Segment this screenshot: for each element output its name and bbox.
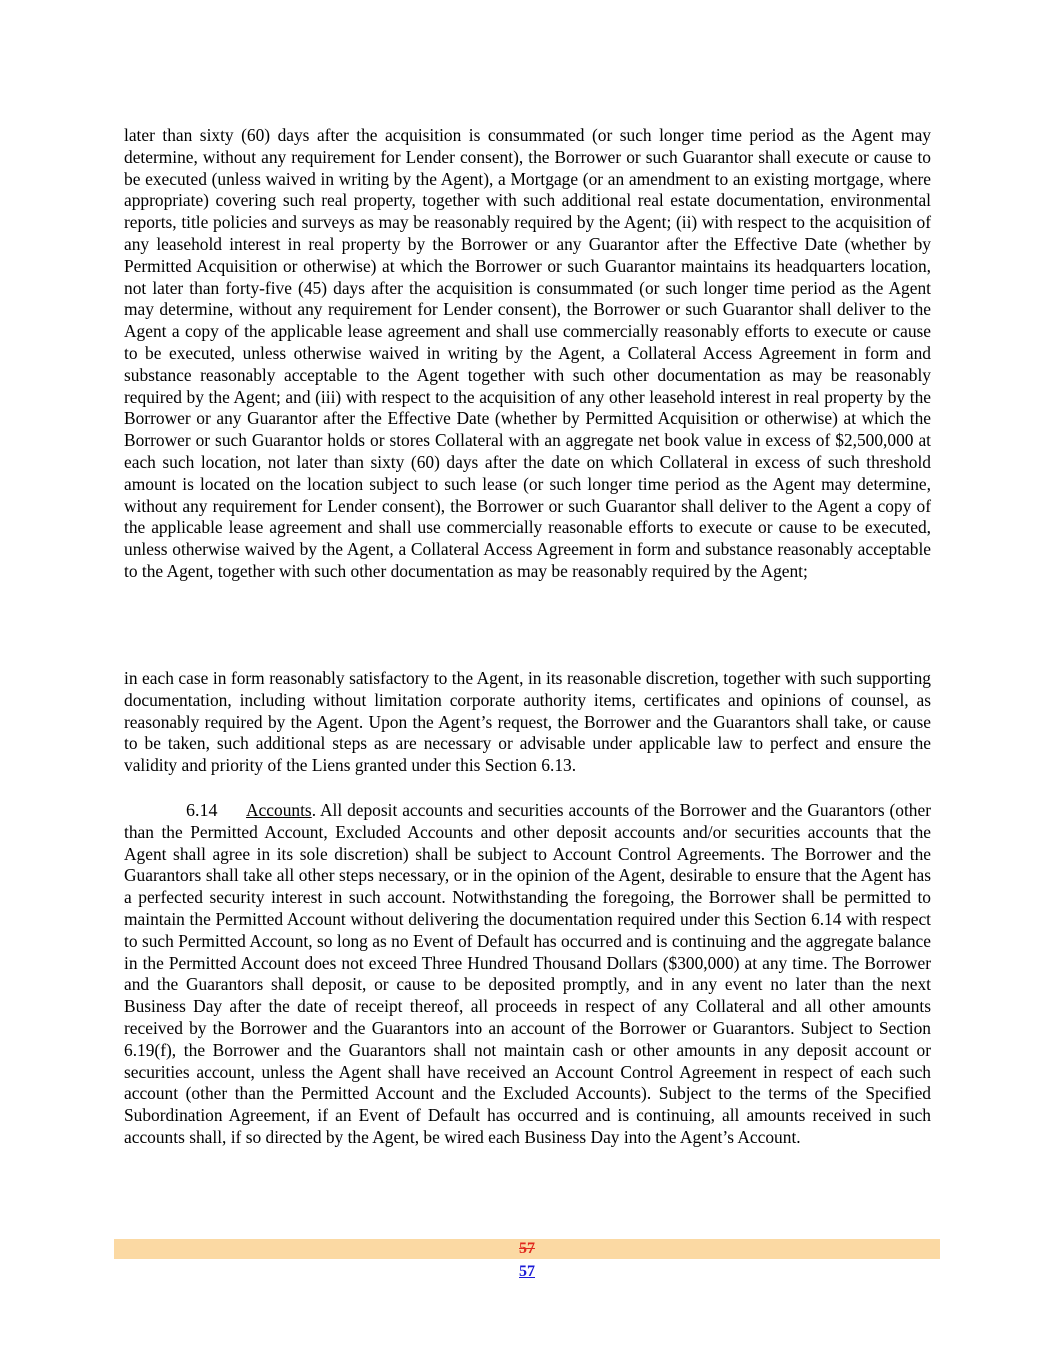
section-title-suffix: . [311,800,317,820]
page-number-inserted[interactable]: 57 [519,1263,535,1280]
section-number: 6.14 [186,800,218,820]
footer-highlight-bar [114,1239,940,1259]
paragraph-continuation: later than sixty (60) days after the acquisition is consummated (or such longer time period as the Agent may determine, without any requirement for Lender consent), the Borrower or such Guarantor shall execute or cause to be executed (unless waived in writing by the Agent), a Mortgage (or an amendment to an existing mortgage, where appropriate) covering such real property, together with such additional real estate documentation, environmental reports, title policies and surveys as may be reasonably required by the Agent; (ii) with respect to the acquisition of any leasehold interest in real property by the Borrower or any Guarantor after the Effective Date (whether by Permitted Acquisition or otherwise) at which the Borrower or such Guarantor maintains its headquarters location, not later than forty-five (45) days after the acquisition is consummated (or such longer time period as the Agent may determine, without any requirement for Lender consent), the Borrower or such Guarantor shall deliver to the Agent a copy of the applicable lease agreement and shall use commercially reasonably efforts to execute or cause to be executed, unless otherwise waived in writing by the Agent, a Collateral Access Agreement in form and substance reasonably acceptable to the Agent together with such other documentation as may be reasonably required by the Agent; and (iii) with respect to the acquisition of any other leasehold interest in real property by the Borrower or any Guarantor after the Effective Date (whether by Permitted Acquisition or otherwise) at which the Borrower or such Guarantor holds or stores Collateral with an aggregate net book value in excess of $2,500,000 at each such location, not later than sixty (60) days after the date on which Collateral in excess of such threshold amount is located on the location subject to such lease (or such longer time period as the Agent may determine, without any requirement for Lender consent), the Borrower or such Guarantor shall deliver to the Agent a copy of the applicable lease agreement and shall use commercially reasonable efforts to execute or cause to be executed, unless otherwise waived by the Agent, a Collateral Access Agreement in form and substance reasonably acceptable to the Agent, together with such other documentation as may be reasonably required by the Agent; [124,125,931,581]
section-title: Accounts [246,800,312,820]
paragraph-form-requirements: in each case in form reasonably satisfactory to the Agent, in its reasonable discretion, together with such supporting documentation, including without limitation corporate authority items, certificates and opinions of counsel, as reasonably required by the Agent. Upon the Agent’s request, the Borrower and the Guarantors shall take, or cause to be taken, such additional steps as are necessary or advisable under applicable law to perfect and ensure the validity and priority of the Liens granted under this Section 6.13. [124,668,931,776]
page-number-deleted: 57 [519,1240,535,1257]
section-body-text: All deposit accounts and securities accounts of the Borrower and the Guarantors (other than the Permitted Account, Excluded Accounts and other deposit accounts and/or securities accounts that the Agent shall agree in its sole discretion) shall be subject to Account Control Agreements. The Borrower and the Guarantors shall take all other steps necessary, or in the opinion of the Agent, desirable to ensure that the Agent has a perfected security interest in such account. Notwithstanding the foregoing, the Borrower shall be permitted to maintain the Permitted Account without delivering the documentation required under this Section 6.14 with respect to such Permitted Account, so long as no Event of Default has occurred and is continuing and the aggregate balance in the Permitted Account does not exceed Three Hundred Thousand Dollars ($300,000) at any time. The Borrower and the Guarantors shall deposit, or cause to be deposited promptly, and in any event no later than the next Business Day after the date of receipt thereof, all proceeds in respect of any Collateral and all other amounts received by the Borrower and the Guarantors into an account of the Borrower or Guarantors. Subject to Section 6.19(f), the Borrower and the Guarantors shall not maintain cash or other amounts in any deposit account or securities account, unless the Agent shall have received an Account Control Agreement in respect of each such account (other than the Permitted Account and the Excluded Accounts). Subject to the terms of the Specified Subordination Agreement, if an Event of Default has occurred and is continuing, all amounts received in such accounts shall, if so directed by the Agent, be wired each Business Day into the Agent’s Account. [124,800,931,1147]
section-6-14-paragraph [124,800,931,1149]
